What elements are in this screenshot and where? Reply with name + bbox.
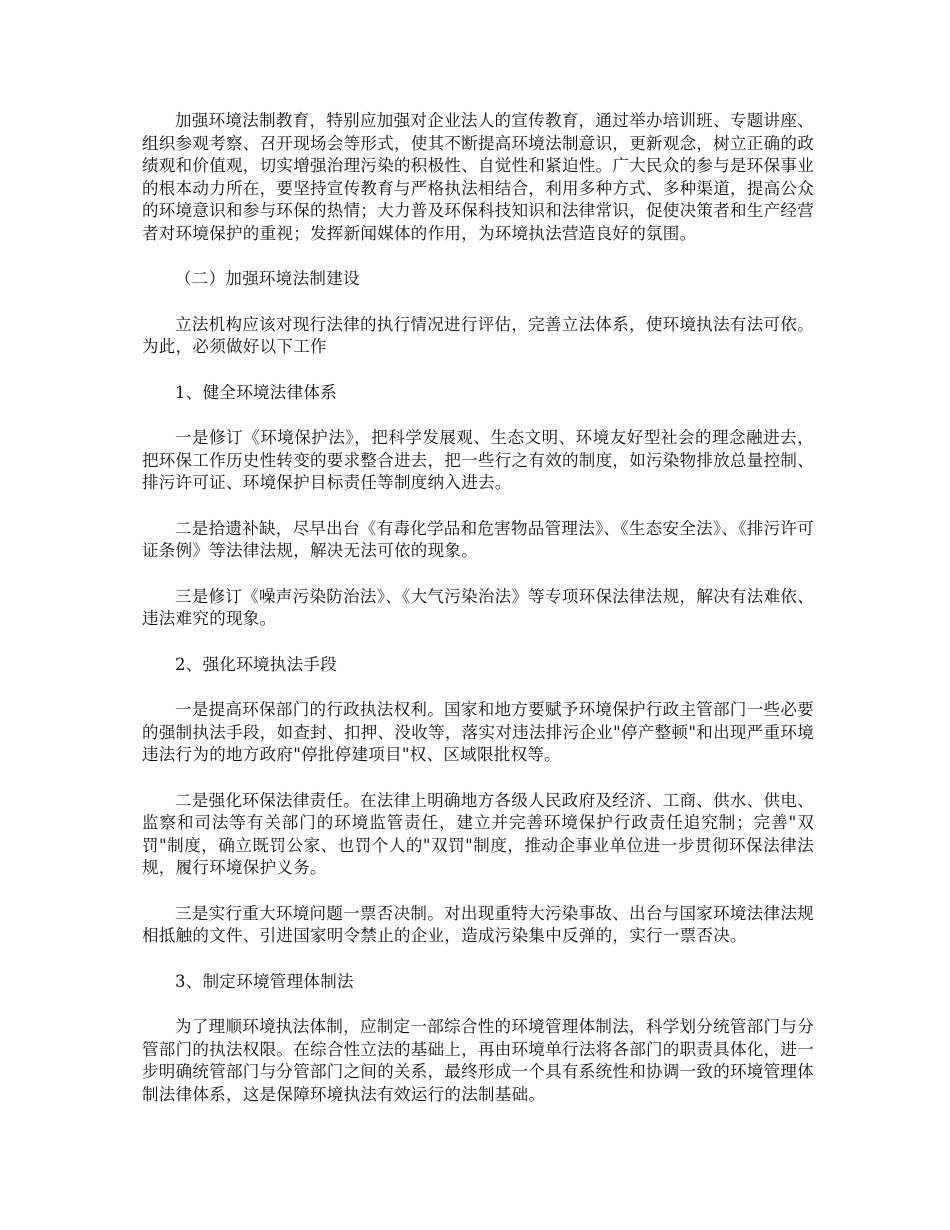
document-body <box>142 110 814 1129</box>
paragraph-legislative-review: 立法机构应该对现行法律的执行情况进行评估，完善立法体系，使环境执法有法可依。为此，必须做好以下工作 <box>142 314 814 356</box>
paragraph-environmental-education: 加强环境法制教育，特别应加强对企业法人的宣传教育，通过举办培训班、专题讲座、组织参观考察、召开现场会等形式，使其不断提高环境法制意识，更新观念，树立正确的政绩观和价值观，切实增强治理污染的积极性、自觉性和紧迫性。广大民众的参与是环保事业的根本动力所在，要坚持宣传教育与严格执法相结合，利用多种方式、多种渠道，提高公众的环境意识和参与环保的热情；大力普及环保科技知识和法律常识，促使决策者和生产经营者对环境保护的重视；发挥新闻媒体的作用，为环境执法营造良好的氛围。 <box>142 111 814 243</box>
paragraph-management-system-law: 为了理顺环境执法体制，应制定一部综合性的环境管理体制法，科学划分统管部门与分管部门的执法权限。在综合性立法的基础上，再由环境单行法将各部门的职责具体化，进一步明确统管部门与分管部门之间的关系，最终形成一个具有系统性和协调一致的环境管理体制法律体系，这是保障环境执法有效运行的法制基础。 <box>142 1017 814 1104</box>
paragraph-legal-responsibility: 二是强化环保法律责任。在法律上明确地方各级人民政府及经济、工商、供水、供电、监察和司法等有关部门的环境监管责任，建立并完善环境保护行政责任追究制；完善"双罚"制度，确立既罚公家、也罚个人的"双罚"制度，推动企事业单位进一步贯彻环保法律法规，履行环境保护义务。 <box>142 790 814 877</box>
subheading-enforcement-means: 2、强化环境执法手段 <box>175 654 337 674</box>
paragraph-enforcement-power: 一是提高环保部门的行政执法权利。国家和地方要赋予环境保护行政主管部门一些必要的强制执法手段，如查封、扣押、没收等，落实对违法排污企业"停产整顿"和出现严重环境违法行为的地方政府"停批停建项目"权、区域限批权等。 <box>142 700 814 764</box>
subheading-management-system-law: 3、制定环境管理体制法 <box>175 971 354 991</box>
paragraph-revise-special-laws: 三是修订《噪声污染防治法》、《大气污染治法》等专项环保法律法规，解决有法难依、违法难究的现象。 <box>142 586 814 628</box>
subheading-legal-system: 1、健全环境法律体系 <box>175 382 337 402</box>
paragraph-fill-legal-gaps: 二是拾遗补缺，尽早出台《有毒化学品和危害物品管理法》、《生态安全法》、《排污许可证条例》等法律法规，解决无法可依的现象。 <box>142 518 814 560</box>
section-heading-legal-construction: （二）加强环境法制建设 <box>175 269 360 288</box>
paragraph-one-vote-veto: 三是实行重大环境问题一票否决制。对出现重特大污染事故、出台与国家环境法律法规相抵触的文件、引进国家明令禁止的企业，造成污染集中反弹的，实行一票否决。 <box>142 903 814 945</box>
paragraph-revise-environmental-protection-law: 一是修订《环境保护法》，把科学发展观、生态文明、环境友好型社会的理念融进去，把环保工作历史性转变的要求整合进去，把一些行之有效的制度，如污染物排放总量控制、排污许可证、环境保护目标责任等制度纳入进去。 <box>142 428 814 492</box>
